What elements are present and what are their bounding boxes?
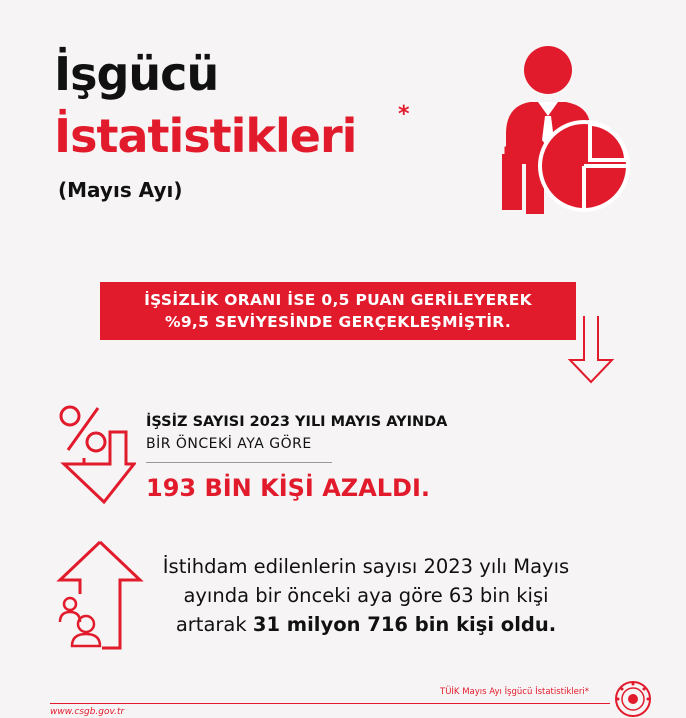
down-arrow-icon bbox=[566, 316, 616, 386]
employment-text bbox=[146, 552, 586, 639]
unemployed-count-line1: İŞSİZ SAYISI 2023 YILI MAYIS AYINDA bbox=[146, 414, 448, 430]
banner-line1: İŞSİZLİK ORANI İSE 0,5 PUAN GERİLEYEREK bbox=[144, 291, 532, 309]
subtitle: (Mayıs Ayı) bbox=[58, 178, 183, 202]
worker-pie-chart-icon bbox=[500, 44, 632, 216]
employment-line1: İstihdam edilenlerin sayısı 2023 yılı Mayıs bbox=[162, 555, 570, 578]
ministry-seal-icon bbox=[614, 680, 652, 718]
title-line1: İşgücü bbox=[54, 47, 219, 101]
section1-divider bbox=[146, 462, 332, 463]
employment-line3-prefix: artarak bbox=[175, 613, 253, 636]
unemployment-rate-banner bbox=[100, 282, 576, 340]
percent-icon bbox=[61, 407, 105, 451]
employment-total: 31 milyon 716 bin kişi oldu. bbox=[252, 613, 557, 636]
title-line2: İstatistikleri bbox=[54, 109, 357, 163]
footer-divider bbox=[50, 703, 610, 704]
unemployed-decrease-highlight: 193 BİN KİŞİ AZALDI. bbox=[146, 474, 431, 502]
unemployed-count-line2: BİR ÖNCEKİ AYA GÖRE bbox=[146, 436, 312, 452]
footer-source: TÜİK Mayıs Ayı İşgücü İstatistikleri* bbox=[440, 687, 589, 697]
employment-line3 bbox=[146, 610, 586, 639]
people-icon bbox=[60, 598, 100, 646]
employment-line2: ayında bir önceki aya göre 63 bin kişi bbox=[183, 584, 549, 607]
title-asterisk: * bbox=[398, 102, 410, 127]
footer-website[interactable]: www.csgb.gov.tr bbox=[50, 707, 125, 717]
percent-down-icon bbox=[56, 402, 136, 512]
banner-line2: %9,5 SEVİYESİNDE GERÇEKLEŞMİŞTİR. bbox=[164, 313, 512, 331]
up-arrow-people-icon bbox=[56, 540, 146, 652]
